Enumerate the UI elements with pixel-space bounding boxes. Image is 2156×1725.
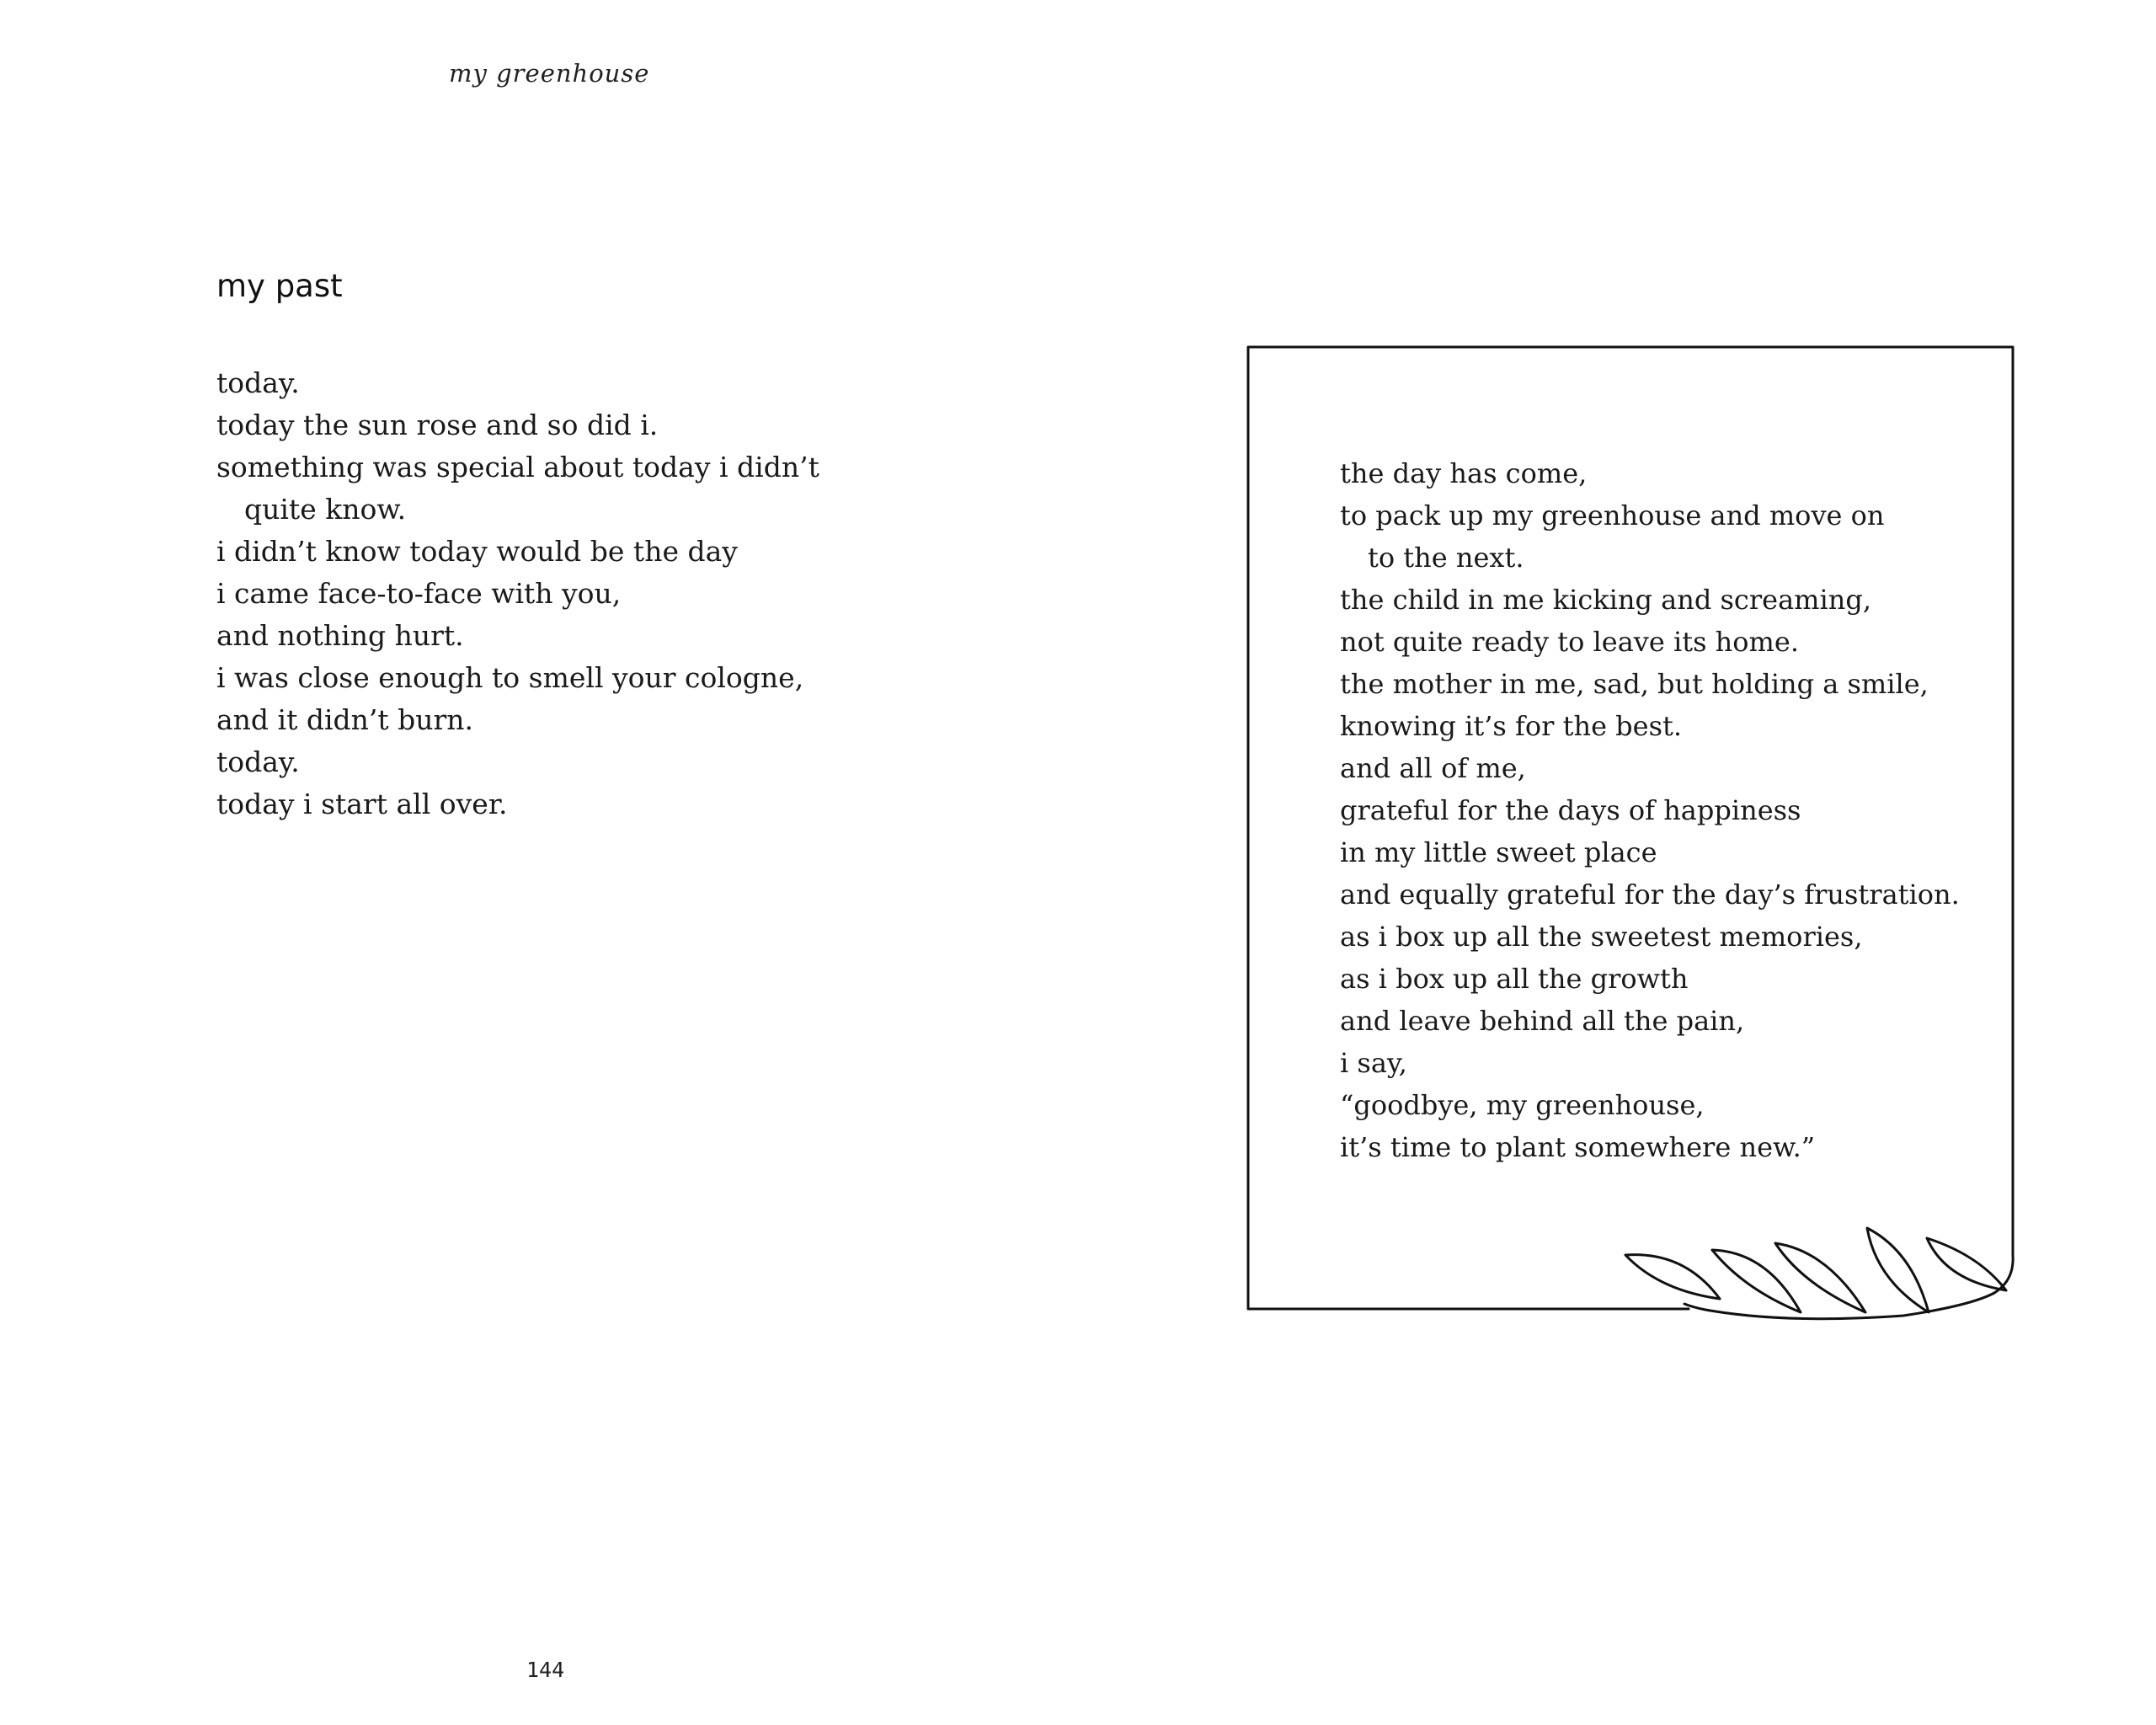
poem-line: and all of me,: [1340, 752, 1526, 784]
poem-line: it’s time to plant somewhere new.”: [1340, 1131, 1816, 1163]
poem-line: i say,: [1340, 1047, 1407, 1079]
poem-line: and nothing hurt.: [216, 619, 464, 652]
leaf-icon: [1625, 1255, 1720, 1299]
poem-line: quite know.: [244, 493, 407, 526]
poem-line: knowing it’s for the best.: [1340, 710, 1683, 742]
poem-line: i didn’t know today would be the day: [216, 535, 738, 568]
poem-title: my past: [216, 268, 343, 304]
poem-line: i was close enough to smell your cologne,: [216, 661, 804, 694]
poem-line: something was special about today i didn’t: [216, 451, 819, 483]
poem-line: the child in me kicking and screaming,: [1340, 584, 1871, 616]
frame-curl: [1684, 1293, 1994, 1319]
leaf-icon: [1867, 1228, 1929, 1312]
leaf-icon: [1927, 1238, 2006, 1290]
poem-line: the day has come,: [1340, 457, 1588, 489]
running-head: my greenhouse: [449, 59, 650, 88]
poem-line: as i box up all the sweetest memories,: [1340, 921, 1863, 953]
page-number: 144: [526, 1658, 565, 1682]
poem-line: and leave behind all the pain,: [1340, 1005, 1745, 1037]
poem-right-body: [1340, 452, 1960, 1168]
poem-left-body: [216, 362, 819, 825]
poem-line: the mother in me, sad, but holding a smile,: [1340, 668, 1929, 700]
poem-line: to the next.: [1368, 542, 1524, 574]
poem-line: today i start all over.: [216, 788, 508, 820]
leaf-icon: [1775, 1243, 1865, 1312]
leaf-sprout-icon: [1625, 1228, 2006, 1312]
poem-line: today.: [216, 366, 300, 399]
poem-line: i came face-to-face with you,: [216, 577, 622, 610]
poem-line: in my little sweet place: [1340, 836, 1657, 868]
poem-line: today.: [216, 745, 300, 778]
poem-line: and equally grateful for the day’s frustration.: [1340, 879, 1960, 911]
poem-line: grateful for the days of happiness: [1340, 794, 1801, 826]
poem-line: not quite ready to leave its home.: [1340, 626, 1799, 658]
poem-line: “goodbye, my greenhouse,: [1340, 1089, 1705, 1121]
poem-line: today the sun rose and so did i.: [216, 409, 659, 441]
poem-line: and it didn’t burn.: [216, 703, 474, 736]
poem-line: to pack up my greenhouse and move on: [1340, 499, 1885, 531]
poem-line: as i box up all the growth: [1340, 963, 1689, 995]
